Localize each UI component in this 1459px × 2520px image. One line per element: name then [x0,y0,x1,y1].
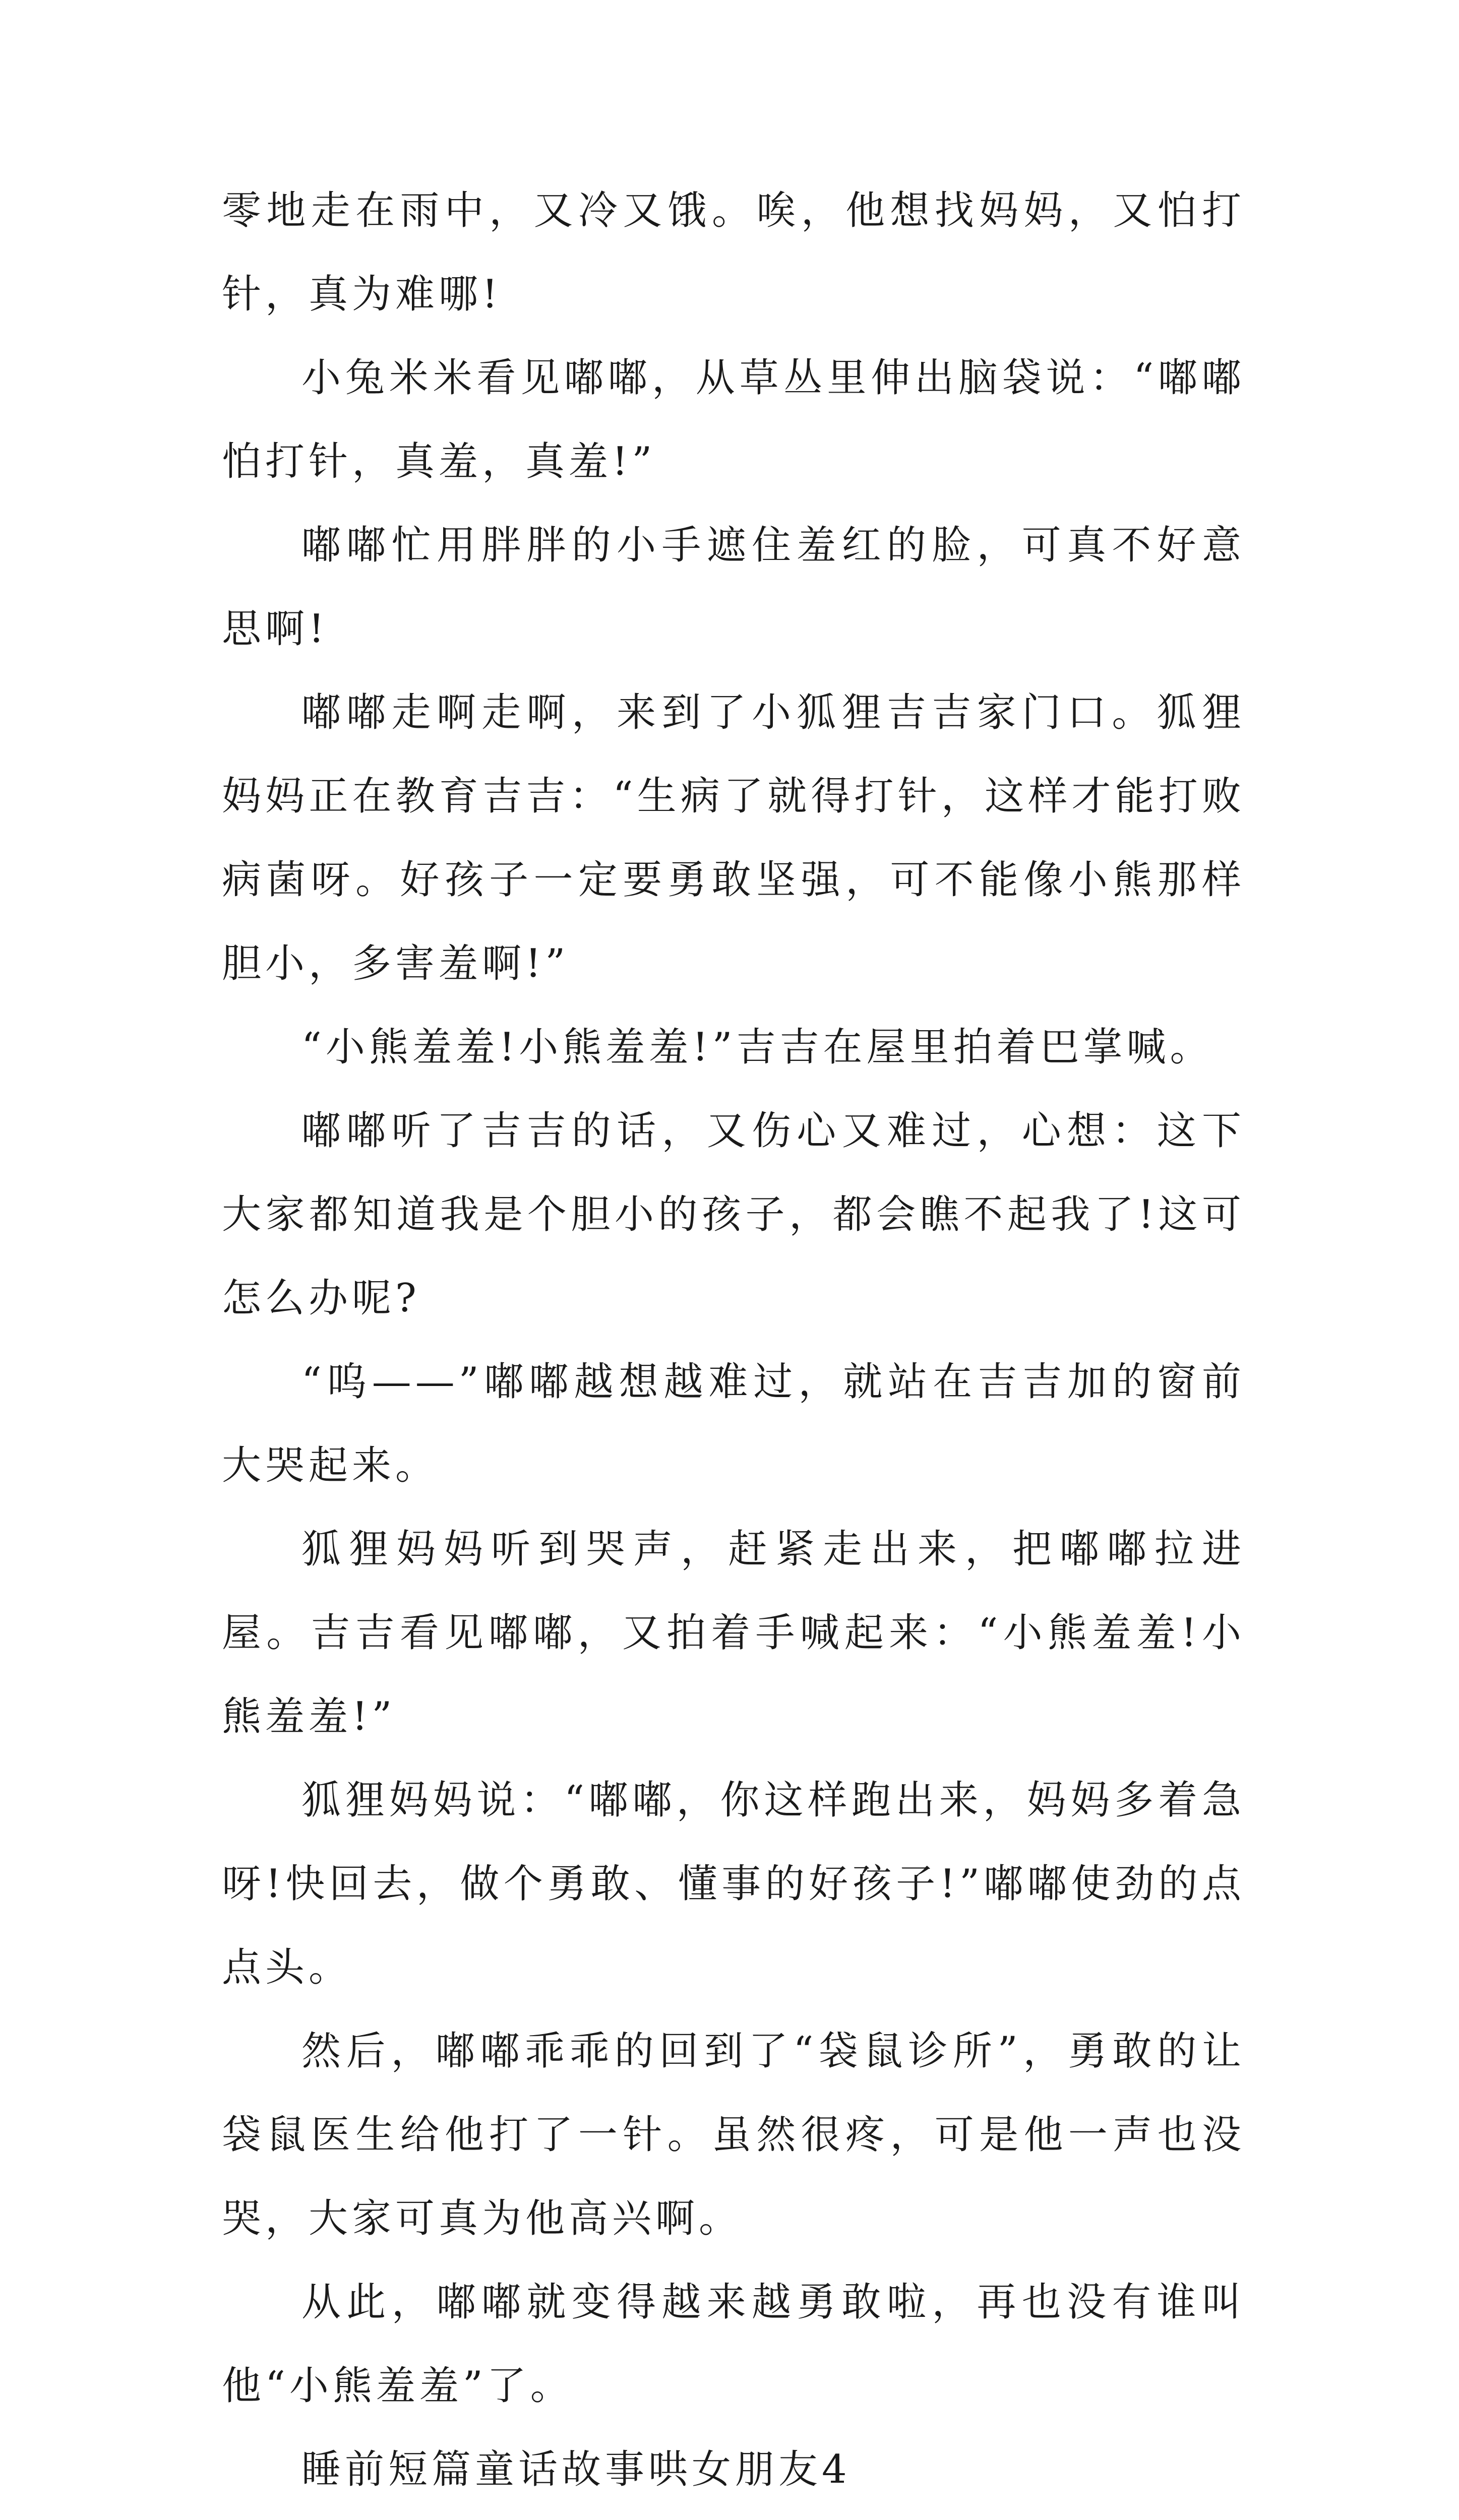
section-heading: 睡前短篇童话故事哄女朋友4 [301,2447,851,2492]
paragraph: 然后，嘟嘟乖乖的回到了“袋鼠诊所”，勇敢的让袋鼠医生给他打了一针。虽然很疼，可是他一声也没哭，大家可真为他高兴啊。 [222,2029,1245,2241]
paragraph: “小熊羞羞!小熊羞羞!”吉吉在屋里拍着巴掌喊。 [301,1025,1213,1070]
paragraph: 小兔米米看见嘟嘟，从草丛里伸出脑袋说：“嘟嘟怕打针，真羞，真羞!” [222,355,1245,484]
paragraph: 嘟嘟走啊走啊，来到了小狐狸吉吉家门口。狐狸妈妈正在教育吉吉：“生病了就得打针，这样才能打败病菌呀。好孩子一定要勇敢坚强，可不能像小熊那样胆小，多害羞啊!” [222,690,1245,986]
document-body [222,169,1245,2520]
paragraph: 嘟嘟忙用胖胖的小手遮住羞红的脸，可真不好意思啊! [222,523,1245,652]
paragraph: 嘟嘟听了吉吉的话，又伤心又难过，心想：这下大家都知道我是个胆小的孩子，都会瞧不起我了!这可怎么办呢? [222,1108,1245,1321]
paragraph: “呜——”嘟嘟越想越难过，就站在吉吉加的窗前大哭起来。 [222,1359,1245,1488]
paragraph: 从此，嘟嘟就变得越来越勇敢啦，再也没有谁叫他“小熊羞羞”了。 [222,2280,1245,2409]
paragraph: 狐狸妈妈听到哭声，赶紧走出来，把嘟嘟拉进屋。吉吉看见嘟嘟，又拍着手喊起来：“小熊羞羞!小熊羞羞!” [222,1527,1245,1739]
paragraph [222,2511,1245,2520]
paragraph: 零地走在雨中，又冷又饿。唉，他想找妈妈，又怕打针，真为难哪! [222,188,1245,317]
paragraph: 狐狸妈妈说：“嘟嘟，你这样跑出来，妈妈多着急呀!快回去，做个勇敢、懂事的好孩子!”嘟嘟使劲的点点头。 [222,1778,1245,1990]
